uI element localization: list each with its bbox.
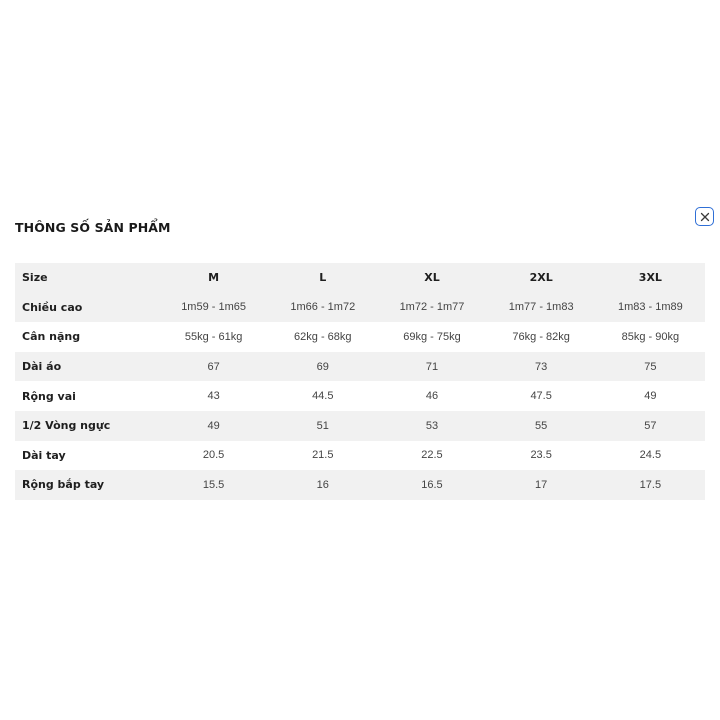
- row-label: Chiều cao: [15, 293, 159, 323]
- table-cell: 43: [159, 381, 268, 411]
- table-cell: 67: [159, 352, 268, 382]
- table-cell: 1m66 - 1m72: [268, 293, 377, 323]
- column-header: M: [159, 263, 268, 293]
- row-label: Rộng vai: [15, 381, 159, 411]
- table-cell: 1m77 - 1m83: [487, 293, 596, 323]
- row-label: Cân nặng: [15, 322, 159, 352]
- table-cell: 69: [268, 352, 377, 382]
- table-cell: 1m83 - 1m89: [596, 293, 705, 323]
- table-header-row: [15, 263, 705, 293]
- table-cell: 16: [268, 470, 377, 500]
- table-corner-label: Size: [15, 263, 159, 293]
- table-row: [15, 470, 705, 500]
- close-button[interactable]: [695, 207, 714, 226]
- table-cell: 23.5: [487, 441, 596, 471]
- modal-title: THÔNG SỐ SẢN PHẨM: [15, 220, 171, 235]
- table-cell: 1m59 - 1m65: [159, 293, 268, 323]
- table-cell: 57: [596, 411, 705, 441]
- table-cell: 75: [596, 352, 705, 382]
- table-cell: 49: [596, 381, 705, 411]
- table-cell: 46: [377, 381, 486, 411]
- table-cell: 17.5: [596, 470, 705, 500]
- column-header: 2XL: [487, 263, 596, 293]
- table-row: [15, 322, 705, 352]
- table-row: [15, 411, 705, 441]
- table-cell: 51: [268, 411, 377, 441]
- table-row: [15, 381, 705, 411]
- table-cell: 76kg - 82kg: [487, 322, 596, 352]
- table-cell: 47.5: [487, 381, 596, 411]
- table-cell: 85kg - 90kg: [596, 322, 705, 352]
- table-cell: 55kg - 61kg: [159, 322, 268, 352]
- table-row: [15, 352, 705, 382]
- table-cell: 17: [487, 470, 596, 500]
- table-cell: 20.5: [159, 441, 268, 471]
- row-label: Dài tay: [15, 441, 159, 471]
- table-cell: 49: [159, 411, 268, 441]
- table-cell: 1m72 - 1m77: [377, 293, 486, 323]
- table-cell: 73: [487, 352, 596, 382]
- table-cell: 44.5: [268, 381, 377, 411]
- table-cell: 21.5: [268, 441, 377, 471]
- column-header: 3XL: [596, 263, 705, 293]
- table-cell: 62kg - 68kg: [268, 322, 377, 352]
- table-cell: 15.5: [159, 470, 268, 500]
- table-cell: 16.5: [377, 470, 486, 500]
- size-table: [15, 263, 705, 500]
- column-header: L: [268, 263, 377, 293]
- row-label: Rộng bắp tay: [15, 470, 159, 500]
- table-cell: 53: [377, 411, 486, 441]
- row-label: 1/2 Vòng ngực: [15, 411, 159, 441]
- table-cell: 71: [377, 352, 486, 382]
- table-cell: 69kg - 75kg: [377, 322, 486, 352]
- row-label: Dài áo: [15, 352, 159, 382]
- table-cell: 24.5: [596, 441, 705, 471]
- table-row: [15, 441, 705, 471]
- column-header: XL: [377, 263, 486, 293]
- table-row: [15, 293, 705, 323]
- table-cell: 55: [487, 411, 596, 441]
- table-cell: 22.5: [377, 441, 486, 471]
- close-icon: [700, 212, 710, 222]
